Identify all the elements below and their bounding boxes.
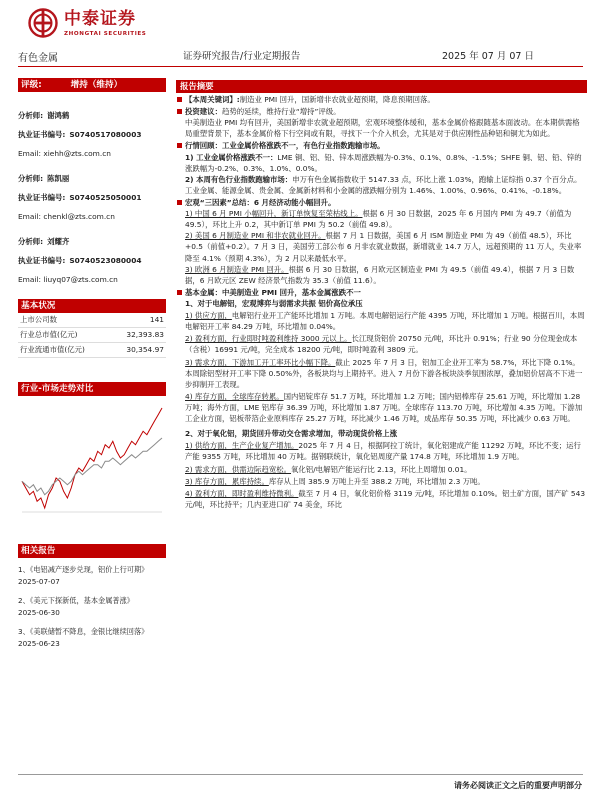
analyst-cert: S0740525050001 (69, 193, 142, 202)
summary-paragraph: 4) 盈利方面，即时盈利维持微利。截至 7 月 4 日，氧化铝价格 3119 元/吨，环比增加 0.10%。铝土矿方面，国产矿 543 元/吨，环比持平；几内亚进口矿 74 美金，环比 (185, 488, 586, 509)
summary-bullet: 基本金属：中美制造业 PMI 回升，基本金属涨跌不一 (176, 287, 587, 298)
summary-paragraph: 1) 中国 6 月 PMI 小幅回升，新订单恢复至荣枯线上。根据 6 月 30 日数据，2025 年 6 月国内 PMI 为 49.7（前值为 49.5），环比上升 0.2，其中新订单 PMI 为 50.2（前值 49.8）。 (185, 209, 572, 230)
related-report-item[interactable]: 3、《美联储暂不降息，金银比继续回落》 2025-06-23 (18, 626, 149, 649)
summary-bullet: 宏观“三因素”总结：6 月经济动能小幅回升。 (176, 197, 587, 208)
rating-label: 评级: (21, 80, 42, 90)
summary-title: 报告摘要 (176, 80, 587, 93)
analyst-cert-row: 执业证书编号: S0740525050001 (18, 193, 142, 202)
summary-bullet: 投资建议：趋势的延续，维持行业“增持”评级。 (176, 106, 587, 117)
summary-paragraph: 中美制造业 PMI 均有回升，美国新增非农就业超预期，宏观环境整体缓和，基本金属价格跟随基本面波动。在本期供需格局重塑背景下，基本金属价格下行空间或有限，寻找下一个介入机会，尤其是对于供应刚性品种铝和铜尤为如此。 (185, 118, 580, 139)
summary-paragraph: 4) 库存方面，全球库存转累。国内铝锭库存 51.7 万吨，环比增加 1.2 万吨；国内铝棒库存 25.61 万吨，环比增加 1.28 万吨；海外方面，LME 铝库存 36.39 万吨，环比增加 1.87 万吨。全球库存 113.70 万吨，环比增加 4.35 万吨。下游加工企业方面，铝板带箔企业原料库存 25.27 万吨，环比减少 1.46 万吨，成品库存 50.35 万吨，环比减少 0.63 万吨。 (185, 391, 583, 424)
analyst-cert: S0740517080003 (69, 130, 142, 139)
chart-title: 行业-市场走势对比 (18, 382, 166, 396)
analyst-name-row: 分析师: 谢鸿鹤 (18, 111, 70, 120)
header-divider (18, 66, 583, 67)
summary-paragraph: 3) 库存方面，累库持续。库存从上周 385.9 万吨上升至 388.2 万吨，环比增加 2.3 万吨。 (185, 476, 485, 486)
summary-paragraph: 3) 欧洲 6 月制造业 PMI 回升。根据 6 月 30 日数据，6 月欧元区制造业 PMI 为 49.5（前值 49.4），根据 7 月 3 日数据，6 月欧元区 ZEW 经济景气指数为 35.3（前值 11.6）。 (185, 264, 575, 285)
related-report-item[interactable]: 1、《电铝减产逐步兑现，铝价上行可期》 2025-07-07 (18, 565, 149, 587)
brand-name-cn: 中泰证券 (64, 9, 136, 29)
analyst-email: xiehh@zts.com.cn (43, 149, 111, 158)
report-type: 证券研究报告/行业定期报告 (183, 51, 301, 62)
stat-row: 行业流通市值(亿元) 30,354.97 (18, 343, 166, 358)
summary-paragraph: 2) 本周有色行业指数跑输市场：申万有色金属指数收于 5147.33 点，环比上涨 1.03%，跑输上证综指 0.37 个百分点。工业金属、能源金属、贵金属、金属新材料和小金属的涨跌幅分别为 1.46%、1.00%、0.96%、0.41%、-0.18%。 (185, 174, 582, 195)
analyst-cert: S0740523080004 (69, 256, 142, 265)
zhongtai-emblem-icon (28, 8, 58, 38)
rating-value: 增持（维持） (70, 80, 123, 90)
section-heading: 1、对于电解铝，宏观博弈与弱需求共振 铝价高位承压 (185, 298, 363, 308)
summary-paragraph: 1) 供应方面，电解铝行业开工产能环比增加 1 万吨。本周电解铝运行产能 4395 万吨，环比增加 1 万吨。根据百川，本周电解铝开工率 84.29 万吨，环比增加 0.04%。 (185, 311, 585, 332)
analyst-block (18, 106, 166, 163)
related-reports (18, 544, 166, 650)
summary-paragraph: 2) 美国 6 月制造业 PMI 和非农就业回升。根据 7 月 1 日数据，美国 6 月 ISM 制造业 PMI 为 49（前值 48.5），环比+0.5（前值+0.2）。7 月 3 日，美国劳工部公布 6 月非农就业数据，新增就业 14.7 万人，远超预期的 11 万人，失业率降至 4.1%（预期 4.3%），为 2 月以来最低水平。 (185, 231, 582, 263)
analyst-email-row[interactable]: Email: chenkl@zts.com.cn (18, 212, 115, 221)
analyst-name-row: 分析师: 刘耀齐 (18, 237, 70, 246)
analyst-name: 谢鸿鹤 (47, 111, 70, 120)
footer-disclaimer: 请务必阅读正文之后的重要声明部分 (454, 781, 582, 790)
analyst-email: chenkl@zts.com.cn (43, 212, 115, 221)
footer-divider (18, 774, 583, 775)
analyst-name-row: 分析师: 陈凯丽 (18, 174, 70, 183)
analyst-email-row[interactable]: Email: liuyq07@zts.com.cn (18, 275, 118, 284)
summary-paragraph: 1) 工业金属价格涨跌不一：LME 铜、铝、铅、锌本周涨跌幅为-0.3%、0.1%、0.8%、-1.5%；SHFE 铜、铝、铅、锌的涨跌幅为-0.2%、0.3%、1.0%、0.0%。 (185, 152, 582, 173)
analyst-cert-row: 执业证书编号: S0740517080003 (18, 130, 142, 139)
analyst-cert-row: 执业证书编号: S0740523080004 (18, 256, 142, 265)
market-trend-chart (18, 400, 166, 520)
summary-paragraph: 2) 需求方面，供需边际趋宽松。氧化铝/电解铝产能运行比 2.13，环比上周增加 0.01。 (185, 464, 472, 474)
series-line-0 (22, 408, 162, 508)
stat-row: 行业总市值(亿元) 32,393.83 (18, 328, 166, 343)
summary-bullet: 行情回顾：工业金属价格涨跌不一，有色行业指数跑输市场。 (176, 140, 587, 151)
sector-label: 有色金属 (18, 53, 58, 64)
analyst-name: 陈凯丽 (47, 174, 70, 183)
related-report-item[interactable]: 2、《美元下探新低，基本金属普涨》 2025-06-30 (18, 595, 134, 618)
summary-paragraph: 1) 供给方面，生产企业复产增加。2025 年 7 月 4 日，根据阿拉丁统计，氧化铝建成产能 11292 万吨，环比不变；运行产能 9355 万吨，环比增加 40 万吨。据钢联统计，氧化铝周度产量 174.8 万吨，环比增加 1.9 万吨。 (185, 441, 581, 462)
report-date: 2025 年 07 月 07 日 (442, 51, 534, 62)
brand-logo (28, 6, 178, 42)
summary-paragraph: 2) 盈利方面，行业即时吨盈利维持 3000 元以上。长江现货铝价 20750 元/吨，环比升 0.91%；行业 90 分位现金成本（含税）16991 元/吨，完全成本 18200 元/吨，即时吨盈利 3809 元。 (185, 334, 578, 355)
stats-section (18, 299, 166, 358)
summary-paragraph: 3) 需求方面，下游加工开工率环比小幅下降。截止 2025 年 7 月 3 日，铝加工企业开工率为 58.7%，环比下降 0.1%。本周除铝型材开工率下降 0.50%外，各板块均与上期持平。进入 7 月份下游各板块淡季氛围浓厚，叠加铝价居高不下进一步抑制开工表现。 (185, 357, 583, 389)
stats-title: 基本状况 (18, 299, 166, 313)
report-summary (176, 80, 587, 510)
analyst-block (18, 232, 166, 289)
analyst-block (18, 169, 166, 226)
analyst-email: liuyq07@zts.com.cn (43, 275, 118, 284)
analyst-email-row[interactable]: Email: xiehh@zts.com.cn (18, 149, 111, 158)
sidebar (18, 78, 166, 690)
summary-bullet: 【本周关键词】:制造业 PMI 回升，国新增非农就业超预期，降息预期回落。 (176, 94, 587, 105)
stat-row: 上市公司数 141 (18, 313, 166, 328)
section-heading: 2、对于氧化铝，期货回升带动交仓需求增加，带动现货价格上涨 (185, 429, 398, 439)
brand-name-en: ZHONGTAI SECURITIES (64, 31, 147, 37)
series-line-1 (22, 438, 162, 495)
related-title: 相关报告 (18, 544, 166, 558)
rating-bar (18, 78, 166, 92)
analyst-name: 刘耀齐 (47, 237, 70, 246)
